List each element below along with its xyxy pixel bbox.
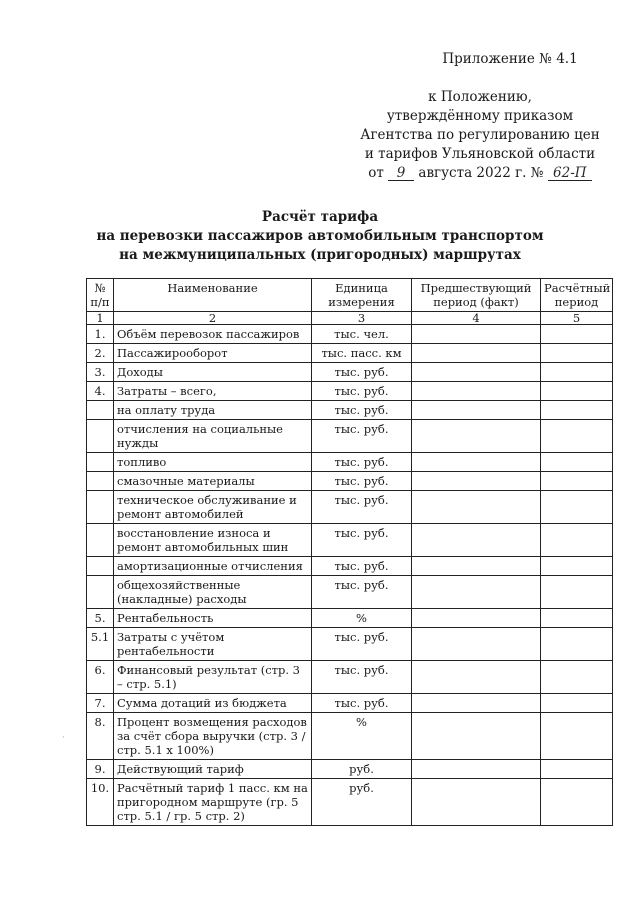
- row-calculated-value: [541, 491, 613, 524]
- row-previous-value: [412, 609, 541, 628]
- row-number: 3.: [87, 363, 114, 382]
- approval-line-4: и тарифов Ульяновской области: [364, 146, 596, 162]
- approval-date-line: [360, 164, 600, 183]
- col-header-calculated: Расчётный период: [541, 279, 613, 312]
- row-name: Расчётный тариф 1 пасс. км на пригородном маршруте (гр. 5 стр. 5.1 / гр. 5 стр. 2): [114, 779, 312, 826]
- row-calculated-value: [541, 661, 613, 694]
- date-day-handwritten: 9: [388, 166, 414, 181]
- row-unit: тыс. руб.: [312, 694, 412, 713]
- table-row: [87, 661, 613, 694]
- row-name: Объём перевозок пассажиров: [114, 325, 312, 344]
- table-row: [87, 576, 613, 609]
- table-row: [87, 524, 613, 557]
- title-line-2: на перевозки пассажиров автомобильным транспортом: [96, 228, 544, 244]
- table-row: [87, 363, 613, 382]
- row-previous-value: [412, 524, 541, 557]
- row-unit: %: [312, 713, 412, 760]
- row-name: Финансовый результат (стр. 3 – стр. 5.1): [114, 661, 312, 694]
- row-number: 6.: [87, 661, 114, 694]
- row-name: Рентабельность: [114, 609, 312, 628]
- row-previous-value: [412, 363, 541, 382]
- row-name: на оплату труда: [114, 401, 312, 420]
- approval-line-3: Агентства по регулированию цен: [360, 127, 600, 143]
- row-unit: руб.: [312, 779, 412, 826]
- row-previous-value: [412, 557, 541, 576]
- row-previous-value: [412, 661, 541, 694]
- row-unit: тыс. руб.: [312, 420, 412, 453]
- row-calculated-value: [541, 363, 613, 382]
- col-index-2: 2: [114, 312, 312, 325]
- row-number: [87, 453, 114, 472]
- row-calculated-value: [541, 325, 613, 344]
- approval-line-2: утверждённому приказом: [386, 108, 574, 124]
- table-row: [87, 491, 613, 524]
- row-calculated-value: [541, 344, 613, 363]
- col-header-unit: Единица измерения: [312, 279, 412, 312]
- row-name: Процент возмещения расходов за счёт сбора выручки (стр. 3 / стр. 5.1 х 100%): [114, 713, 312, 760]
- row-calculated-value: [541, 713, 613, 760]
- row-calculated-value: [541, 609, 613, 628]
- scan-mark: ·: [62, 733, 65, 743]
- table-row: [87, 779, 613, 826]
- row-previous-value: [412, 382, 541, 401]
- row-name: отчисления на социальные нужды: [114, 420, 312, 453]
- row-name: Затраты с учётом рентабельности: [114, 628, 312, 661]
- col-index-1: 1: [87, 312, 114, 325]
- row-number: [87, 524, 114, 557]
- row-number: 9.: [87, 760, 114, 779]
- row-number: [87, 472, 114, 491]
- table-row: [87, 609, 613, 628]
- document-title: [90, 208, 550, 265]
- row-calculated-value: [541, 524, 613, 557]
- row-calculated-value: [541, 628, 613, 661]
- row-unit: тыс. руб.: [312, 557, 412, 576]
- date-prefix: от: [368, 165, 384, 181]
- row-name: восстановление износа и ремонт автомобильных шин: [114, 524, 312, 557]
- row-unit: тыс. чел.: [312, 325, 412, 344]
- row-previous-value: [412, 713, 541, 760]
- row-number: [87, 576, 114, 609]
- row-unit: тыс. руб.: [312, 491, 412, 524]
- row-calculated-value: [541, 420, 613, 453]
- row-calculated-value: [541, 760, 613, 779]
- row-previous-value: [412, 344, 541, 363]
- row-previous-value: [412, 779, 541, 826]
- title-line-3: на межмуниципальных (пригородных) маршрутах: [119, 247, 521, 263]
- row-previous-value: [412, 694, 541, 713]
- row-number: 1.: [87, 325, 114, 344]
- row-previous-value: [412, 760, 541, 779]
- col-header-previous: Предшествующий период (факт): [412, 279, 541, 312]
- row-unit: %: [312, 609, 412, 628]
- table-row: [87, 557, 613, 576]
- row-calculated-value: [541, 779, 613, 826]
- row-name: техническое обслуживание и ремонт автомобилей: [114, 491, 312, 524]
- table-index-row: [87, 312, 613, 325]
- row-unit: тыс. руб.: [312, 524, 412, 557]
- row-unit: тыс. руб.: [312, 661, 412, 694]
- row-previous-value: [412, 628, 541, 661]
- row-unit: тыс. руб.: [312, 576, 412, 609]
- row-previous-value: [412, 420, 541, 453]
- row-calculated-value: [541, 382, 613, 401]
- row-number: [87, 401, 114, 420]
- row-unit: тыс. руб.: [312, 382, 412, 401]
- row-name: Пассажирооборот: [114, 344, 312, 363]
- approval-block: [360, 50, 600, 183]
- row-calculated-value: [541, 453, 613, 472]
- row-number: [87, 420, 114, 453]
- row-name: амортизационные отчисления: [114, 557, 312, 576]
- col-header-number: № п/п: [87, 279, 114, 312]
- row-number: 5.: [87, 609, 114, 628]
- row-previous-value: [412, 453, 541, 472]
- row-number: 2.: [87, 344, 114, 363]
- row-number: [87, 557, 114, 576]
- row-previous-value: [412, 401, 541, 420]
- appendix-number: Приложение № 4.1: [442, 51, 578, 67]
- row-number: [87, 491, 114, 524]
- row-unit: руб.: [312, 760, 412, 779]
- table-row: [87, 760, 613, 779]
- table-row: [87, 694, 613, 713]
- row-name: Сумма дотаций из бюджета: [114, 694, 312, 713]
- col-index-5: 5: [541, 312, 613, 325]
- col-index-4: 4: [412, 312, 541, 325]
- col-header-name: Наименование: [114, 279, 312, 312]
- row-name: Затраты – всего,: [114, 382, 312, 401]
- table-row: [87, 344, 613, 363]
- table-row: [87, 401, 613, 420]
- row-name: топливо: [114, 453, 312, 472]
- table-row: [87, 420, 613, 453]
- table-row: [87, 628, 613, 661]
- row-name: Действующий тариф: [114, 760, 312, 779]
- row-calculated-value: [541, 576, 613, 609]
- col-index-3: 3: [312, 312, 412, 325]
- row-previous-value: [412, 576, 541, 609]
- row-unit: тыс. руб.: [312, 401, 412, 420]
- date-suffix: августа 2022 г. №: [418, 165, 544, 181]
- approval-line-1: к Положению,: [428, 89, 532, 105]
- row-previous-value: [412, 325, 541, 344]
- table-row: [87, 472, 613, 491]
- row-unit: тыс. руб.: [312, 472, 412, 491]
- table-row: [87, 325, 613, 344]
- row-unit: тыс. руб.: [312, 453, 412, 472]
- title-line-1: Расчёт тарифа: [261, 209, 379, 225]
- row-unit: тыс. руб.: [312, 628, 412, 661]
- table-row: [87, 382, 613, 401]
- row-number: 5.1: [87, 628, 114, 661]
- tariff-table: [86, 278, 613, 826]
- row-number: 8.: [87, 713, 114, 760]
- order-number-handwritten: 62-П: [548, 166, 592, 181]
- table-header-row: [87, 279, 613, 312]
- row-calculated-value: [541, 401, 613, 420]
- row-name: общехозяйственные (накладные) расходы: [114, 576, 312, 609]
- row-name: смазочные материалы: [114, 472, 312, 491]
- row-name: Доходы: [114, 363, 312, 382]
- row-number: 4.: [87, 382, 114, 401]
- row-number: 7.: [87, 694, 114, 713]
- table-row: [87, 713, 613, 760]
- row-calculated-value: [541, 694, 613, 713]
- row-unit: тыс. руб.: [312, 363, 412, 382]
- row-calculated-value: [541, 472, 613, 491]
- row-previous-value: [412, 491, 541, 524]
- row-unit: тыс. пасс. км: [312, 344, 412, 363]
- row-calculated-value: [541, 557, 613, 576]
- row-previous-value: [412, 472, 541, 491]
- row-number: 10.: [87, 779, 114, 826]
- table-row: [87, 453, 613, 472]
